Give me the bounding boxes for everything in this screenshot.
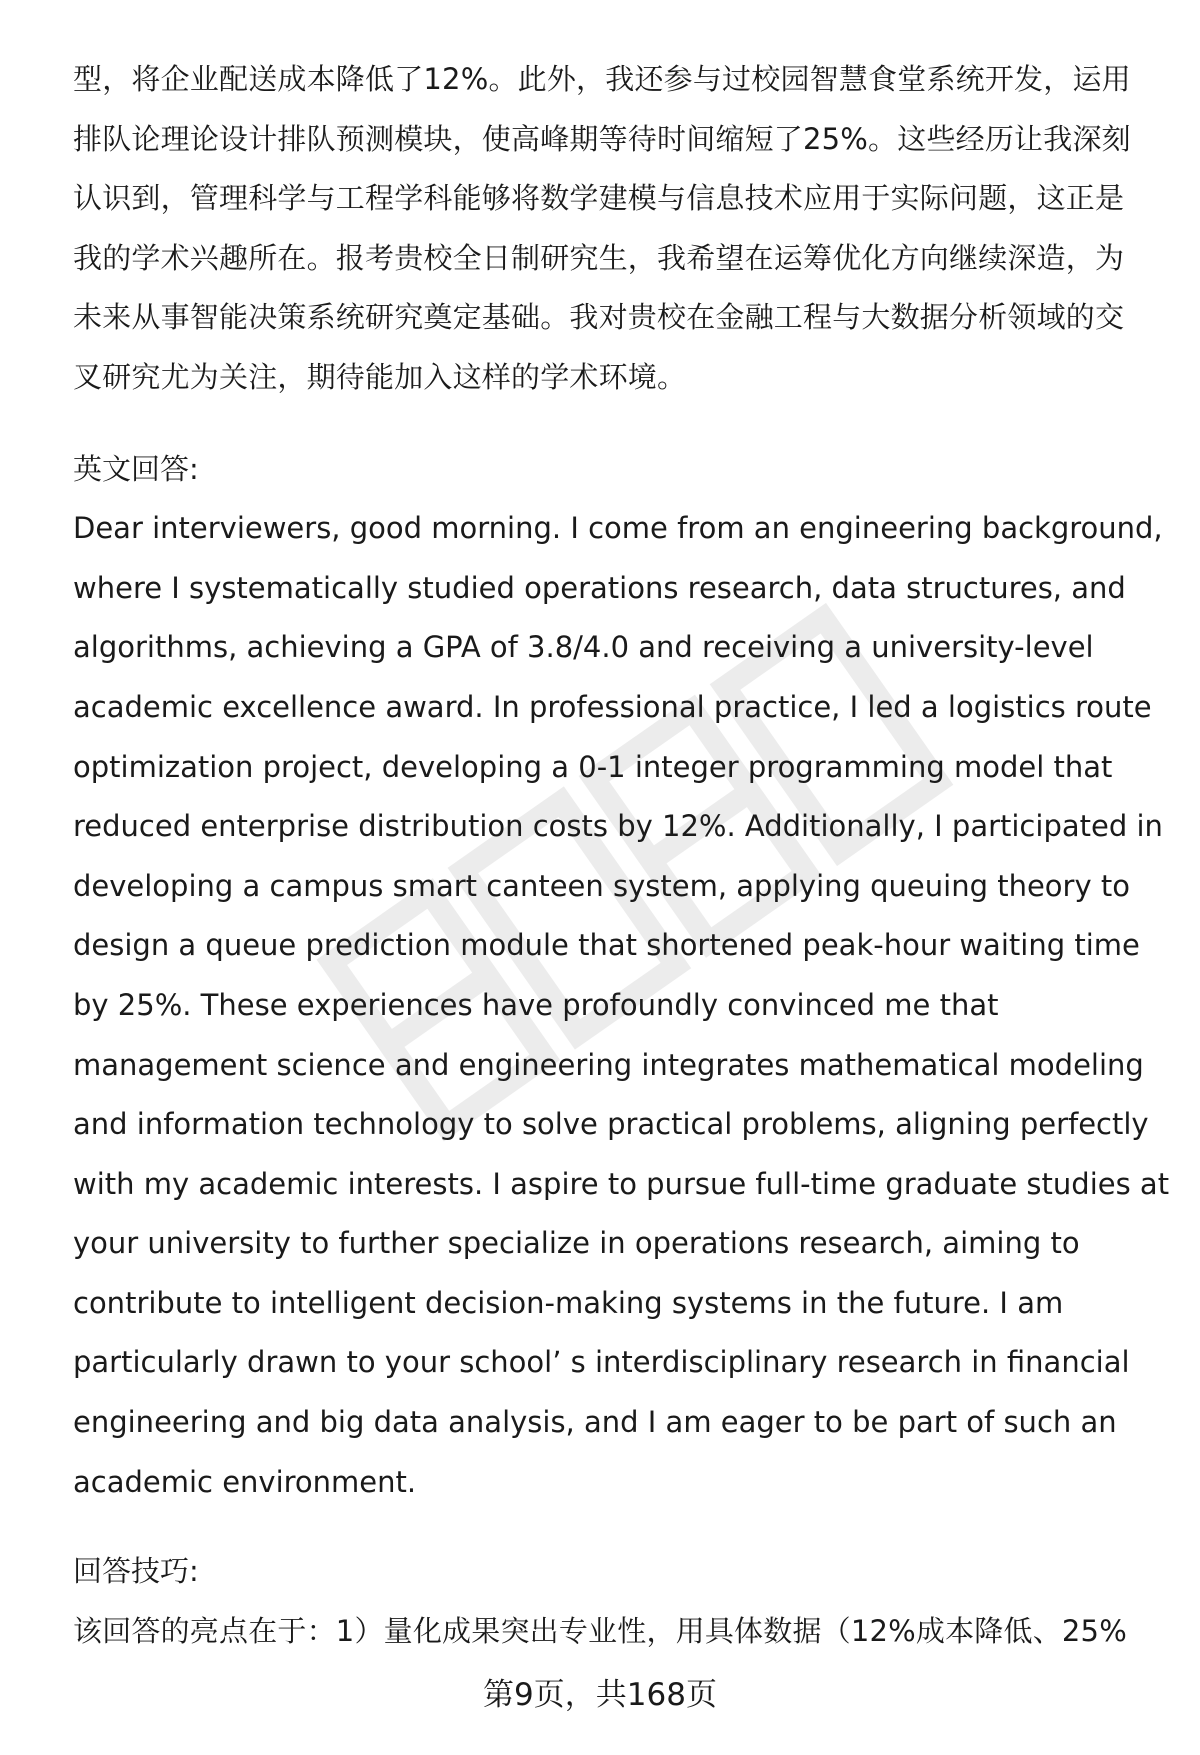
text-line: 未来从事智能决策系统研究奠定基础。我对贵校在金融工程与大数据分析领域的交 xyxy=(73,300,1125,335)
english-answer-paragraph xyxy=(73,499,1170,1512)
text-line: contribute to intelligent decision-making systems in the future. I am xyxy=(73,1285,1064,1320)
text-line: engineering and big data analysis, and I am eager to be part of such an xyxy=(73,1405,1117,1440)
text-line: 认识到，管理科学与工程学科能够将数学建模与信息技术应用于实际问题，这正是 xyxy=(73,181,1125,216)
document-body xyxy=(73,50,1170,1661)
english-answer-heading: 英文回答: xyxy=(73,451,199,486)
text-line: and information technology to solve practical problems, aligning perfectly xyxy=(73,1107,1149,1142)
text-line: 型，将企业配送成本降低了12%。此外，我还参与过校园智慧食堂系统开发，运用 xyxy=(73,62,1131,96)
text-line: where I systematically studied operations research, data structures, and xyxy=(73,570,1126,605)
text-line: your university to further specialize in operations research, aiming to xyxy=(73,1226,1080,1261)
text-line: 该回答的亮点在于：1）量化成果突出专业性，用具体数据（12%成本降低、25% xyxy=(73,1613,1127,1648)
text-line: developing a campus smart canteen system, applying queuing theory to xyxy=(73,868,1130,903)
answer-tips-paragraph xyxy=(73,1602,1153,1662)
answer-tips-heading: 回答技巧: xyxy=(73,1554,199,1589)
spacer xyxy=(73,1512,1153,1542)
text-line: academic excellence award. In professional practice, I led a logistics route xyxy=(73,689,1152,724)
chinese-answer-paragraph xyxy=(73,50,1153,408)
text-line: 叉研究尤为关注，期待能加入这样的学术环境。 xyxy=(73,359,687,394)
text-line: optimization project, developing a 0-1 integer programming model that xyxy=(73,749,1113,784)
text-line: particularly drawn to your school’ s interdisciplinary research in financial xyxy=(73,1345,1130,1380)
text-line: design a queue prediction module that shortened peak-hour waiting time xyxy=(73,928,1140,963)
text-line: reduced enterprise distribution costs by 12%. Additionally, I participated in xyxy=(73,809,1163,844)
text-line: by 25%. These experiences have profoundly convinced me that xyxy=(73,987,999,1022)
page-number-footer: 第9页，共168页 xyxy=(483,1677,717,1713)
text-line: Dear interviewers, good morning. I come from an engineering background, xyxy=(73,511,1163,546)
text-line: 排队论理论设计排队预测模块，使高峰期等待时间缩短了25%。这些经历让我深刻 xyxy=(73,121,1131,156)
spacer xyxy=(73,408,1153,440)
text-line: with my academic interests. I aspire to pursue full-time graduate studies at xyxy=(73,1166,1170,1201)
text-line: management science and engineering integrates mathematical modeling xyxy=(73,1047,1144,1082)
text-line: 我的学术兴趣所在。报考贵校全日制研究生，我希望在运筹优化方向继续深造，为 xyxy=(73,240,1125,275)
text-line: academic environment. xyxy=(73,1464,417,1499)
text-line: algorithms, achieving a GPA of 3.8/4.0 and receiving a university-level xyxy=(73,630,1094,665)
